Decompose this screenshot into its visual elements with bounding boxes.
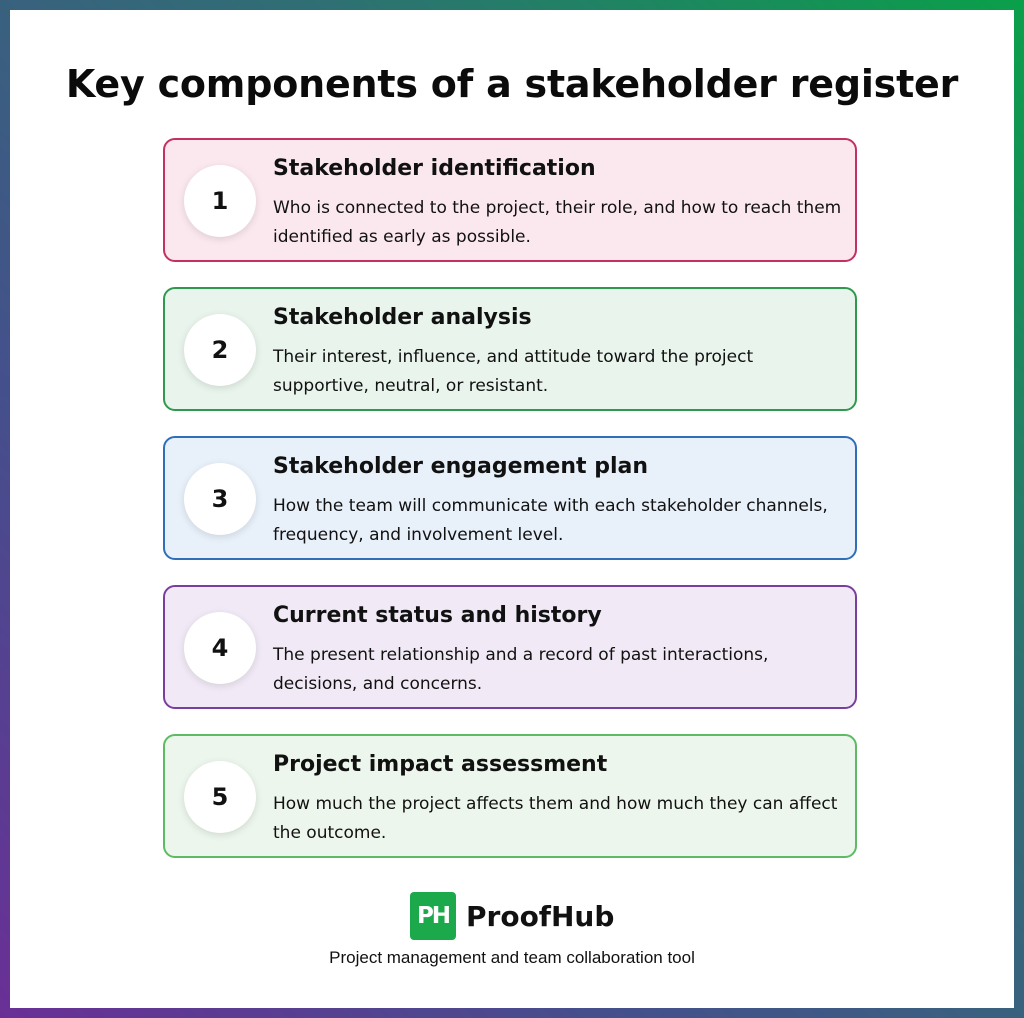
component-description: Who is connected to the project, their role, and how to reach them identified as early as possible. <box>273 198 842 247</box>
component-description: How the team will communicate with each stakeholder channels, frequency, and involvement level. <box>273 496 828 545</box>
component-description: How much the project affects them and how much they can affect the outcome. <box>273 794 838 843</box>
infographic-canvas <box>10 10 1014 1008</box>
component-card-1 <box>163 138 857 262</box>
step-number-badge: 4 <box>184 612 256 684</box>
component-card-3 <box>163 436 857 560</box>
step-number-badge: 1 <box>184 165 256 237</box>
component-title: Project impact assessment <box>273 752 608 777</box>
component-title: Stakeholder identification <box>273 156 596 181</box>
proofhub-logo <box>410 892 614 940</box>
component-card-5 <box>163 734 857 858</box>
page-title: Key components of a stakeholder register <box>65 62 959 106</box>
component-title: Stakeholder analysis <box>273 305 532 330</box>
component-title: Stakeholder engagement plan <box>273 454 648 479</box>
proofhub-logo-icon: PH <box>410 892 456 940</box>
brand-tagline: Project management and team collaboration tool <box>329 948 695 967</box>
component-description: The present relationship and a record of past interactions, decisions, and concerns. <box>273 645 769 694</box>
step-number-badge: 2 <box>184 314 256 386</box>
component-card-4 <box>163 585 857 709</box>
component-card-2 <box>163 287 857 411</box>
component-title: Current status and history <box>273 603 602 628</box>
step-number-badge: 5 <box>184 761 256 833</box>
component-description: Their interest, influence, and attitude toward the project supportive, neutral, or resistant. <box>273 347 754 396</box>
brand-name: ProofHub <box>466 899 615 933</box>
step-number-badge: 3 <box>184 463 256 535</box>
